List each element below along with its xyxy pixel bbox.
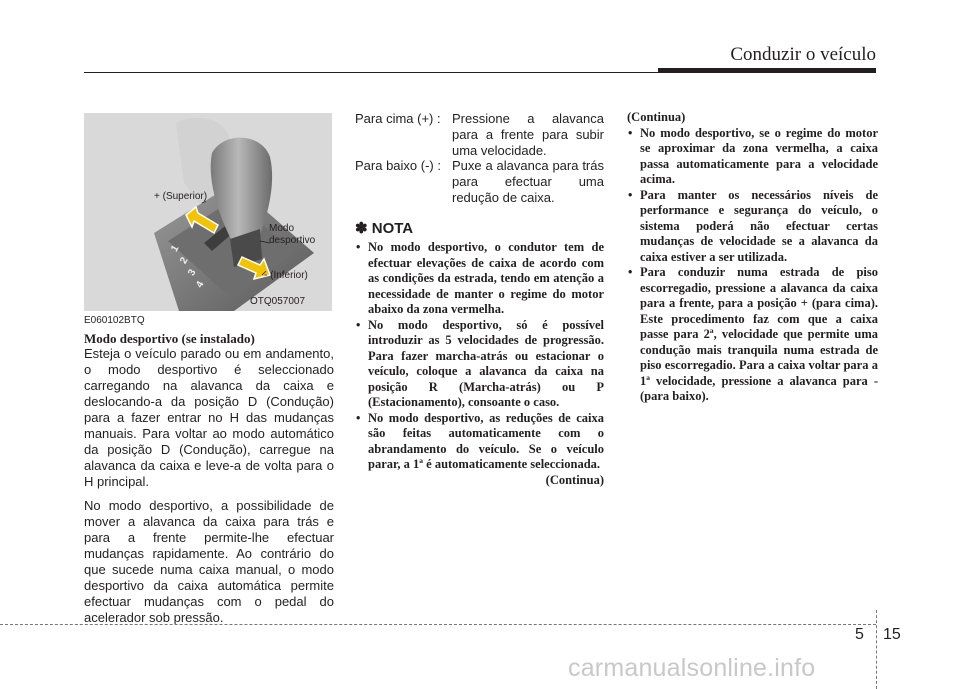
section-code: E060102BTQ bbox=[84, 315, 145, 326]
gate-glyph-1: 1 bbox=[169, 243, 182, 254]
gear-shifter-illustration bbox=[84, 113, 332, 311]
watermark: carmanualsonline.info bbox=[568, 654, 816, 682]
gate-glyph-4: 4 bbox=[194, 279, 207, 290]
shift-def-term: Para baixo (-) : bbox=[355, 158, 441, 173]
gate-glyph-3: 3 bbox=[186, 267, 199, 278]
continua-end: (Continua) bbox=[545, 472, 604, 487]
footer-rule bbox=[0, 624, 876, 625]
nota-bullet: • No modo desportivo, só é possível introduzir as 5 velocidades de progressão. Para fazer marcha-atrás ou estacionar o veículo, coloque a alavanca da caixa na posição R (Marcha-atrás) ou P (Estacionamento), consoante o caso. bbox=[355, 318, 604, 411]
paragraph-1: Esteja o veículo parado ou em andamento, o modo desportivo é seleccionado carregando na alavanca da caixa e deslocando-a da posição D (Condução) para a fazer entrar no H das mudanças manuais. Para voltar ao modo automático da posição D (Condução), carregue na alavanca da caixa e leve-a de volta para o H principal. bbox=[84, 346, 334, 489]
label-inferior: - (Inferior) bbox=[264, 270, 308, 281]
section-title: Modo desportivo (se instalado) bbox=[84, 331, 255, 346]
footer-divider bbox=[876, 610, 877, 689]
chapter-number: 5 bbox=[855, 626, 864, 643]
nota-bullet: • No modo desportivo, se o regime do motor se aproximar da zona vermelha, a caixa passa automaticamente para a velocidade acima. bbox=[627, 126, 878, 188]
figure-code: OTQ057007 bbox=[250, 296, 306, 307]
shift-def-desc: Puxe a alavanca para trás para efectuar uma redução de caixa. bbox=[452, 158, 604, 205]
header-rule-accent bbox=[658, 68, 876, 73]
nota-bullets-col1 bbox=[355, 240, 604, 488]
nota-heading: ✽ NOTA bbox=[355, 220, 414, 237]
shift-def-term: Para cima (+) : bbox=[355, 111, 441, 126]
shift-def-desc: Pressione a alavanca para a frente para subir uma velocidade. bbox=[452, 111, 604, 158]
nota-bullet: • No modo desportivo, o condutor tem de efectuar elevações de caixa de acordo com as condições da estrada, tendo em atenção a necessidade de manter o regime do motor abaixo da zona vermelha. bbox=[355, 240, 604, 318]
page-number: 15 bbox=[883, 626, 901, 643]
gate-glyph-2: 2 bbox=[178, 255, 191, 266]
label-superior: + (Superior) bbox=[154, 191, 208, 202]
nota-bullet: • No modo desportivo, as reduções de caixa são feitas automaticamente com o abrandamento do veículo. Se o veículo parar, a 1ª é automaticamente seleccionada. bbox=[355, 411, 604, 473]
label-modo-desportivo: Modo desportivo bbox=[269, 223, 316, 246]
continua-start: (Continua) bbox=[627, 110, 686, 124]
nota-bullets-col2 bbox=[627, 110, 878, 405]
nota-bullet: • Para manter os necessários níveis de performance e segurança do veículo, o sistema poderá não efectuar certas mudanças de velocidade se a alavanca da caixa estiver a ser utilizada. bbox=[627, 188, 878, 266]
paragraph-2: No modo desportivo, a possibilidade de mover a alavanca da caixa para trás e para a frente permite-lhe efectuar mudanças rapidamente. Ao contrário do que sucede numa caixa manual, o modo desportivo da caixa automática permite efectuar mudanças com o pedal do acelerador sob pressão. bbox=[84, 498, 334, 625]
nota-bullet: • Para conduzir numa estrada de piso escorregadio, pressione a alavanca da caixa para a frente, para a posição + (para cima). Este procedimento faz com que a caixa passe para 2ª, velocidade que permite uma condução mais tranquila numa estrada de piso escorregadio. Para a caixa voltar para a 1ª velocidade, pressione a alavanca para - (para baixo). bbox=[627, 265, 878, 405]
page-header-title: Conduzir o veículo bbox=[730, 44, 876, 65]
